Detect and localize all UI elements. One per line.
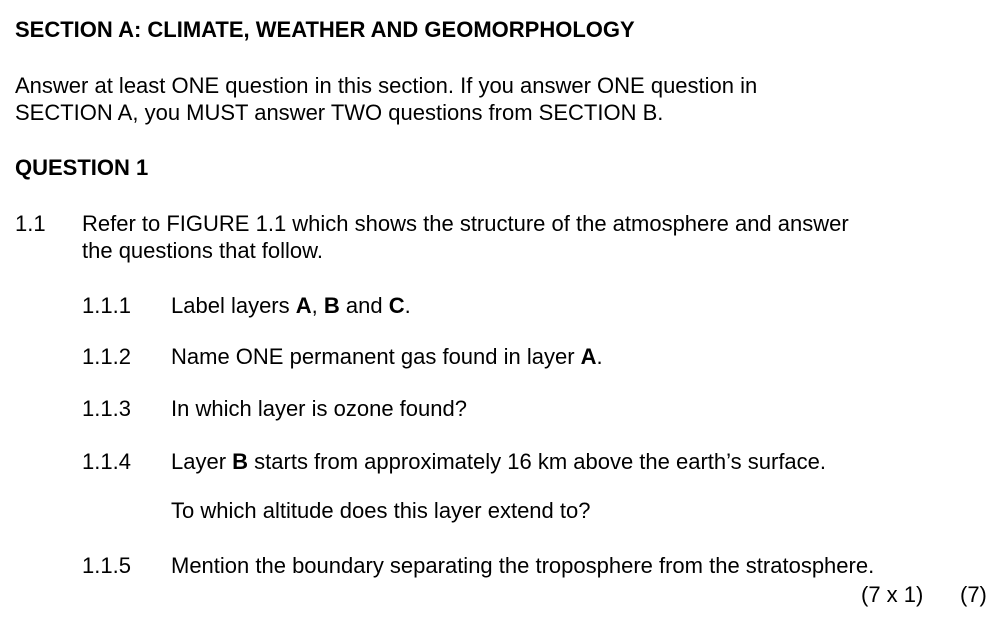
section-heading: SECTION A: CLIMATE, WEATHER AND GEOMORPHOLOGY (15, 17, 635, 42)
subquestion-1-1-2-text (171, 343, 603, 370)
subquestion-text-segment: . (404, 293, 411, 318)
subquestion-number-1-1-5: 1.1.5 (82, 553, 131, 578)
layer-label-b: B (232, 449, 249, 474)
layer-label-a: A (580, 344, 597, 369)
layer-label-b: B (323, 293, 340, 318)
question-number-1-1: 1.1 (15, 211, 46, 236)
question-1-1-line-1: Refer to FIGURE 1.1 which shows the structure of the atmosphere and answer (82, 211, 849, 236)
subquestion-text-segment: Name ONE permanent gas found in layer (171, 344, 581, 369)
subquestion-1-1-4-followup: To which altitude does this layer extend to? (171, 498, 591, 523)
subquestion-text-segment: , (311, 293, 324, 318)
subquestion-number-1-1-4: 1.1.4 (82, 449, 131, 474)
instructions-line-1: Answer at least ONE question in this section. If you answer ONE question in (15, 73, 758, 98)
subquestion-number-1-1-1: 1.1.1 (82, 293, 131, 318)
instructions-line-2: SECTION A, you MUST answer TWO questions from SECTION B. (15, 100, 664, 125)
layer-label-a: A (295, 293, 312, 318)
subquestion-1-1-3-text: In which layer is ozone found? (171, 396, 467, 421)
subquestion-number-1-1-2: 1.1.2 (82, 344, 131, 369)
subquestion-text-segment: and (339, 293, 389, 318)
subquestion-text-segment: Layer (171, 449, 233, 474)
marks-allocation: (7 x 1) (861, 582, 924, 607)
layer-label-c: C (388, 293, 405, 318)
subquestion-text-segment: . (596, 344, 603, 369)
subquestion-1-1-4-text (171, 448, 826, 475)
subquestion-number-1-1-3: 1.1.3 (82, 396, 131, 421)
question-1-1-line-2: the questions that follow. (82, 238, 323, 263)
subquestion-1-1-1-text (171, 292, 411, 319)
subquestion-1-1-5-text: Mention the boundary separating the troposphere from the stratosphere. (171, 553, 875, 578)
subquestion-text-segment: starts from approximately 16 km above the earth’s surface. (248, 449, 827, 474)
marks-total: (7) (960, 582, 987, 607)
question-heading: QUESTION 1 (15, 155, 149, 180)
subquestion-text-segment: Label layers (171, 293, 296, 318)
